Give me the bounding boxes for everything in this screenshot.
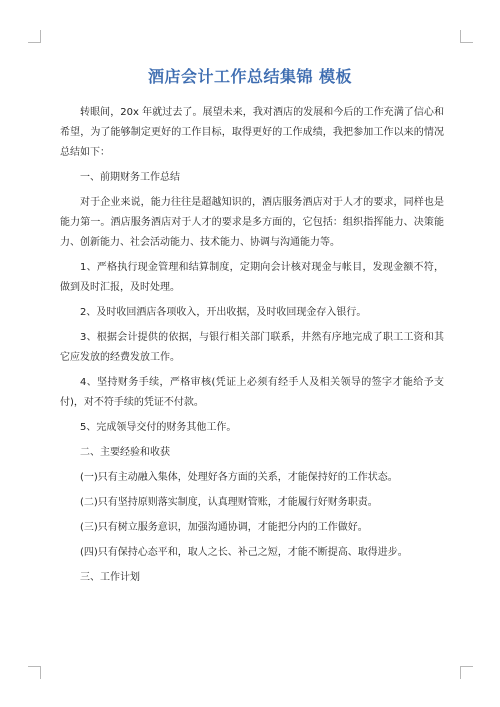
list-item: 1、严格执行现金管理和结算制度，定期向会计核对现金与帐目，发现金额不符，做到及时汇报，及时处理。: [60, 262, 444, 293]
list-item: (二)只有坚持原则落实制度，认真理财管账，才能履行好财务职责。: [80, 497, 378, 508]
paragraph: 对于企业来说，能力往往是超越知识的，酒店服务酒店对于人才的要求，同样也是能力第一。酒店服务酒店对于人才的要求是多方面的，它包括：组织指挥能力、决策能力、创新能力、社会活动能力、技术能力、协调与沟通能力等。: [60, 197, 444, 248]
document-body: [60, 103, 444, 593]
list-item: (一)只有主动融入集体，处理好各方面的关系，才能保持好的工作状态。: [80, 472, 398, 483]
section-heading-2: 二、主要经验和收获: [80, 447, 170, 458]
list-item: (四)只有保持心态平和，取人之长、补己之短，才能不断提高、取得进步。: [80, 547, 408, 558]
list-item: 3、根据会计提供的依据，与银行相关部门联系，井然有序地完成了职工工资和其它应发放的经费发放工作。: [60, 332, 444, 363]
crop-mark-top-right: [460, 30, 473, 43]
list-item: (三)只有树立服务意识，加强沟通协调，才能把分内的工作做好。: [80, 522, 368, 533]
list-item: 4、坚持财务手续，严格审核(凭证上必须有经手人及相关领导的签字才能给予支付)，对不符手续的凭证不付款。: [60, 377, 444, 408]
crop-mark-top-left: [28, 30, 41, 43]
document-title: 酒店会计工作总结集锦 模板: [147, 67, 353, 86]
paragraph-intro: 转眼间，20x 年就过去了。展望未来，我对酒店的发展和今后的工作充满了信心和希望，为了能够制定更好的工作目标，取得更好的工作成绩，我把参加工作以来的情况总结如下：: [60, 107, 444, 158]
section-heading-1: 一、前期财务工作总结: [80, 172, 180, 183]
crop-mark-bottom-left: [28, 666, 41, 679]
list-item: 5、完成领导交付的财务其他工作。: [80, 422, 237, 433]
crop-mark-bottom-right: [460, 666, 473, 679]
section-heading-3: 三、工作计划: [80, 572, 140, 583]
list-item: 2、及时收回酒店各项收入，开出收据，及时收回现金存入银行。: [80, 307, 367, 318]
